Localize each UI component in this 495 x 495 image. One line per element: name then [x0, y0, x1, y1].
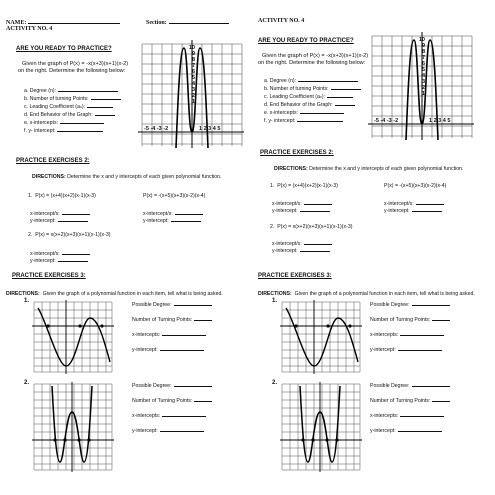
ready-item-d: d. End Behavior of the Graph:: [24, 110, 115, 119]
ready-item-a: a. Degree (n):: [24, 86, 118, 95]
p2-item2-x-intercepts-right: x-intercept/s:: [272, 239, 332, 248]
practice2-directions-right: DIRECTIONS: Determine the x and y intercepts of each given polynomial function.: [274, 166, 464, 172]
p3-item2-turning: Number of Turning Points:: [132, 396, 212, 405]
p3-item1-x-intercepts-right: x-intercepts:: [370, 330, 444, 339]
activity-title: ACTIVITY NO. 4: [6, 26, 53, 32]
p3-item1-number: 1.: [24, 298, 30, 304]
p2-item2-equation: 2. P(x) = x(x+2)(x+3)(x+1)(x-1)(x-3): [28, 232, 111, 238]
ready-graph-x-ticks-right: 1 2 3 4 5: [199, 126, 221, 132]
activity-title-right: ACTIVITY NO. 4: [258, 18, 305, 24]
ready-heading-right: ARE YOU READY TO PRACTICE?: [258, 38, 354, 44]
practice3-directions: DIRECTIONS: Given the graph of a polynomial function in each item, tell what is being asked.: [6, 291, 223, 297]
ready-item-e: e. x-intercepts:: [24, 118, 104, 127]
p3-item1-y-intercept: y-intercept:: [132, 345, 204, 354]
ready-item-e-right: e. x-intercepts:: [264, 108, 344, 117]
ready-item-f-right: f. y- intercept:: [264, 116, 343, 125]
p2-item1-equation-right: 1. P(x) = (x+4)(x+2)(x-1)(x-3): [270, 183, 338, 189]
p3-item2-y-intercept: y-intercept:: [132, 426, 204, 435]
p2-item1-x-intercepts: x-intercept/s:: [30, 209, 90, 218]
ready-item-c-right: c. Leading Coefficient (aₙ):: [264, 92, 353, 101]
p2-item1b-y-intercept-right: y-intercept:: [384, 206, 442, 215]
worksheet-copy-right: [256, 0, 495, 495]
p3-item2-y-intercept-right: y-intercept:: [370, 426, 442, 435]
p3-item1-number-right: 1.: [272, 298, 278, 304]
p3-item1-turning-right: Number of Turning Points:: [370, 315, 450, 324]
p2-item1-x-intercepts-right: x-intercept/s:: [272, 199, 332, 208]
p2-item1b-equation: P(x) = -(x+5)(x+3)(x-2)(x-4): [143, 193, 206, 199]
p3-item2-degree-right: Possible Degree:: [370, 381, 450, 390]
p2-item2-y-intercept: y-intercept:: [30, 256, 88, 265]
p3-item2-turning-right: Number of Turning Points:: [370, 396, 450, 405]
ready-item-d-right: d. End Behavior of the Graph:: [264, 100, 355, 109]
ready-item-c: c. Leading Coefficient (aₙ):: [24, 102, 113, 111]
ready-item-a-right: a. Degree (n):: [264, 76, 358, 85]
practice3-directions-right: DIRECTIONS: Given the graph of a polynomial function in each item, tell what is being asked.: [258, 291, 475, 297]
p3-item2-graph-right: [280, 382, 362, 472]
p3-item2-graph: [32, 382, 114, 472]
ready-intro-1: Given the graph of P(x) = -x(x+3)(x+1)(x-2): [22, 61, 129, 67]
p3-item2-degree: Possible Degree:: [132, 381, 212, 390]
ready-graph-x-ticks-right-right: 1 2 3 4 5: [429, 118, 451, 124]
p2-item2-equation-right: 2. P(x) = x(x+2)(x+3)(x+1)(x-1)(x-3): [270, 224, 353, 230]
ready-intro-2: on the right. Determine the following below:: [18, 68, 126, 74]
p3-item1-y-intercept-right: y-intercept:: [370, 345, 442, 354]
p2-item1-y-intercept-right: y-intercept:: [272, 206, 330, 215]
p3-item1-x-intercepts: x-intercepts:: [132, 330, 206, 339]
p2-item2-y-intercept-right: y-intercept:: [272, 246, 330, 255]
ready-item-b: b. Number of turning Points:: [24, 94, 121, 103]
section-label: Section:: [146, 18, 229, 27]
ready-graph-y-ticks-right: 10 9 8 7 6 5 4 3 2 1: [418, 37, 425, 97]
p2-item1b-y-intercept: y-intercept:: [143, 216, 201, 225]
p2-item2-x-intercepts: x-intercept/s:: [30, 249, 90, 258]
practice2-heading: PRACTICE EXERCISES 2:: [16, 158, 90, 164]
p3-item2-number: 2.: [24, 380, 30, 386]
ready-intro-2-right: on the right. Determine the following below:: [258, 60, 366, 66]
p2-item1-y-intercept: y-intercept:: [30, 216, 88, 225]
p2-item1-equation: 1. P(x) = (x+4)(x+2)(x-1)(x-3): [28, 193, 96, 199]
p3-item2-x-intercepts-right: x-intercepts:: [370, 411, 444, 420]
p3-item1-graph: [32, 300, 114, 374]
p3-item1-turning: Number of Turning Points:: [132, 315, 212, 324]
p3-item1-degree-right: Possible Degree:: [370, 300, 450, 309]
p2-item1b-equation-right: P(x) = -(x+5)(x+3)(x-2)(x-4): [384, 183, 447, 189]
practice2-heading-right: PRACTICE EXERCISES 2:: [260, 150, 334, 156]
ready-intro-1-right: Given the graph of P(x) = -x(x+3)(x+1)(x-2): [262, 53, 369, 59]
p2-item1b-x-intercepts: x-intercept/s:: [143, 209, 203, 218]
p3-item1-degree: Possible Degree:: [132, 300, 212, 309]
practice2-directions: DIRECTIONS: Determine the x and y intercepts of each given polynomial function.: [32, 174, 222, 180]
p2-item1b-x-intercepts-right: x-intercept/s:: [384, 199, 444, 208]
ready-graph-y-ticks: 10 9 8 7 6 5 4 3 2 1: [188, 45, 195, 105]
p3-item1-graph-right: [280, 300, 362, 374]
ready-item-b-right: b. Number of turning Points:: [264, 84, 361, 93]
name-label: NAME:: [6, 18, 120, 27]
ready-graph-x-ticks-left-right: -5 -4 -3 -2: [374, 118, 399, 124]
ready-graph-x-ticks-left: -5 -4 -3 -2: [144, 126, 169, 132]
practice3-heading: PRACTICE EXERCISES 3:: [12, 273, 86, 279]
ready-heading: ARE YOU READY TO PRACTICE?: [16, 46, 112, 52]
p3-item2-x-intercepts: x-intercepts:: [132, 411, 206, 420]
p3-item2-number-right: 2.: [272, 380, 278, 386]
ready-item-f: f. y- intercept:: [24, 126, 103, 135]
worksheet-copy-left: [4, 0, 244, 495]
practice3-heading-right: PRACTICE EXERCISES 3:: [258, 273, 332, 279]
